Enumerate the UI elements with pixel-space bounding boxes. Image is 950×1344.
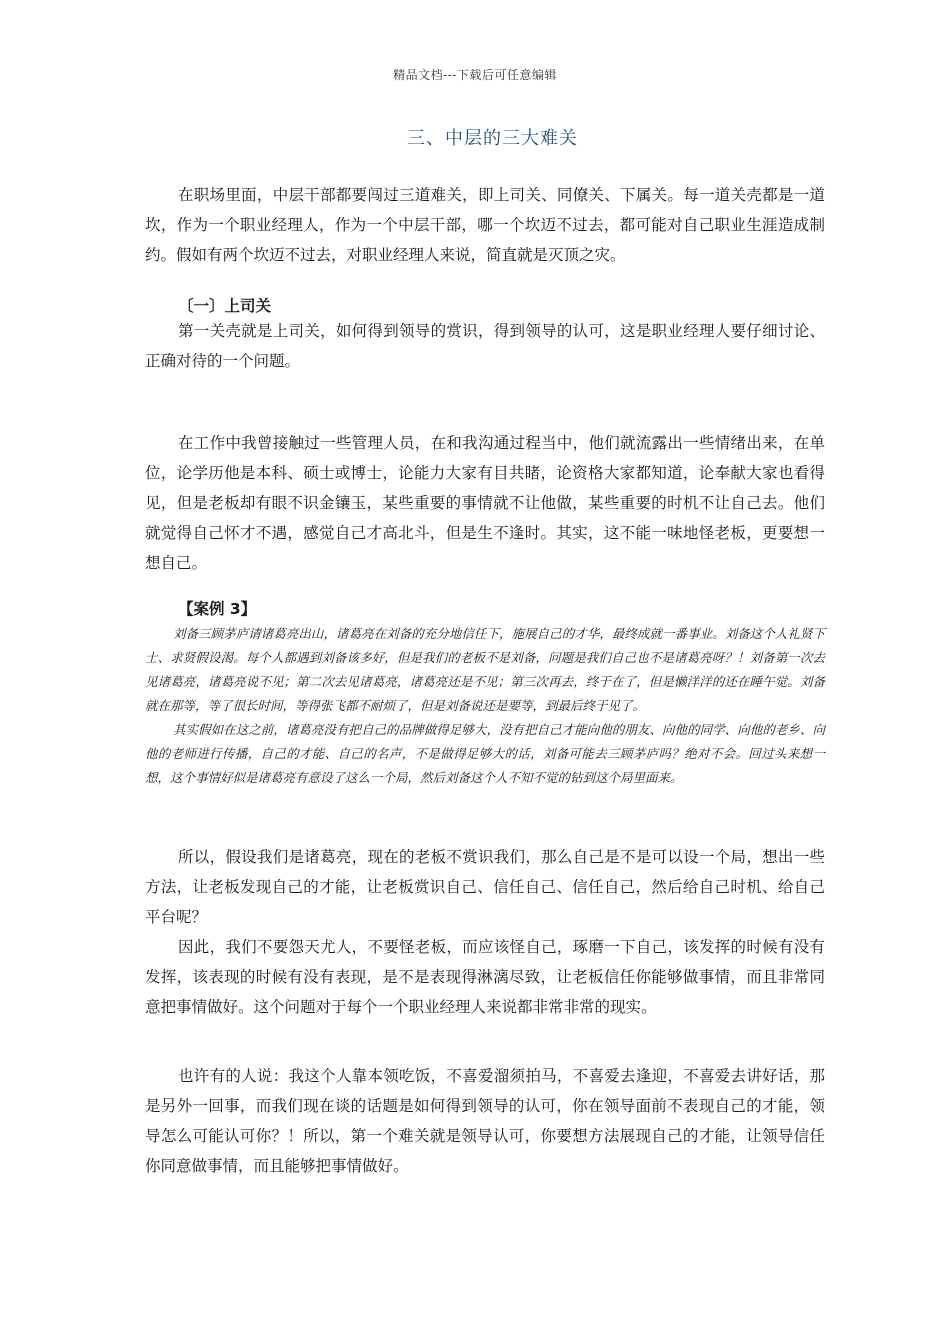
section-paragraph: 第一关壳就是上司关，如何得到领导的赏识，得到领导的认可，这是职业经理人要仔细讨论、正确对待的一个问题。 — [145, 322, 825, 370]
intro-block — [145, 180, 825, 270]
section-heading: 〔一〕上司关 — [178, 297, 272, 315]
body-paragraph: 也许有的人说：我这个人靠本领吃饭，不喜爱溜须拍马，不喜爱去逢迎，不喜爱去讲好话，那是另外一回事，而我们现在谈的话题是如何得到领导的认可，你在领导面前不表现自己的才能，领导怎么可能认可你？！所以，第一个难关就是领导认可，你要想方法展现自己的才能，让领导信任你同意做事情，而且能够把事情做好。 — [145, 1067, 825, 1175]
case-paragraph: 刘备三顾茅庐请诸葛亮出山，诸葛亮在刘备的充分地信任下，施展自己的才华，最终成就一番事业。刘备这个人礼贤下士、求贤假设渴。每个人都遇到刘备该多好，但是我们的老板不是刘备，问题是我们自己也不是诸葛亮呀？！刘备第一次去见诸葛亮，诸葛亮说不见；第二次去见诸葛亮，诸葛亮还是不见；第三次再去，终于在了，但是懒洋洋的还在睡午觉。刘备就在那等，等了很长时间，等得张飞都不耐烦了，但是刘备说还是要等，到最后终于见了。 — [145, 626, 825, 713]
header-note: 精品文档---下载后可任意编辑 — [393, 68, 557, 82]
body-paragraph: 所以，假设我们是诸葛亮，现在的老板不赏识我们，那么自己是不是可以设一个局，想出一些方法，让老板发现自己的才能，让老板赏识自己、信任自己、信任自己，然后给自己时机、给自己平台呢？ — [145, 848, 825, 926]
case-heading-block — [145, 597, 825, 619]
intro-paragraph: 在职场里面，中层干部都要闯过三道难关，即上司关、同僚关、下属关。每一道关壳都是一道坎，作为一个职业经理人，作为一个中层干部，哪一个坎迈不过去，都可能对自己职业生涯造成制约。假如有两个坎迈不过去，对职业经理人来说，简直就是灭顶之灾。 — [145, 186, 825, 264]
section-superior-intro — [145, 316, 825, 376]
page-title: 三、中层的三大难关 — [407, 128, 578, 149]
section-superior-body — [145, 428, 825, 578]
case-paragraph: 其实假如在这之前，诸葛亮没有把自己的品牌做得足够大，没有把自己才能向他的朋友、向他的同学、向他的老乡、向他的老师进行传播，自己的才能、自己的名声，不是做得足够大的话，刘备可能去三顾茅庐吗？绝对不会。回过头来想一想，这个事情好似是诸葛亮有意设了这么一个局，然后刘备这个人不知不觉的钻到这个局里面来。 — [145, 722, 825, 785]
after-case-block — [145, 842, 825, 1022]
closing-block — [145, 1061, 825, 1181]
body-paragraph: 因此，我们不要怨天尤人，不要怪老板，而应该怪自己，琢磨一下自己，该发挥的时候有没有发挥，该表现的时候有没有表现，是不是表现得淋漓尽致，让老板信任你能够做事情，而且非常同意把事情做好。这个问题对于每个一个职业经理人来说都非常非常的现实。 — [145, 938, 825, 1016]
section-paragraph: 在工作中我曾接触过一些管理人员，在和我沟通过程当中，他们就流露出一些情绪出来，在单位，论学历他是本科、硕士或博士，论能力大家有目共睹，论资格大家都知道，论奉献大家也看得见，但是老板却有眼不识金镶玉，某些重要的事情就不让他做，某些重要的时机不让自己去。他们就觉得自己怀才不遇，感觉自己才高北斗，但是生不逢时。其实，这不能一味地怪老板，更要想一想自己。 — [145, 434, 825, 572]
case-heading: 【案例 3】 — [178, 600, 257, 618]
section-superior — [145, 294, 825, 316]
case-block — [145, 622, 825, 790]
